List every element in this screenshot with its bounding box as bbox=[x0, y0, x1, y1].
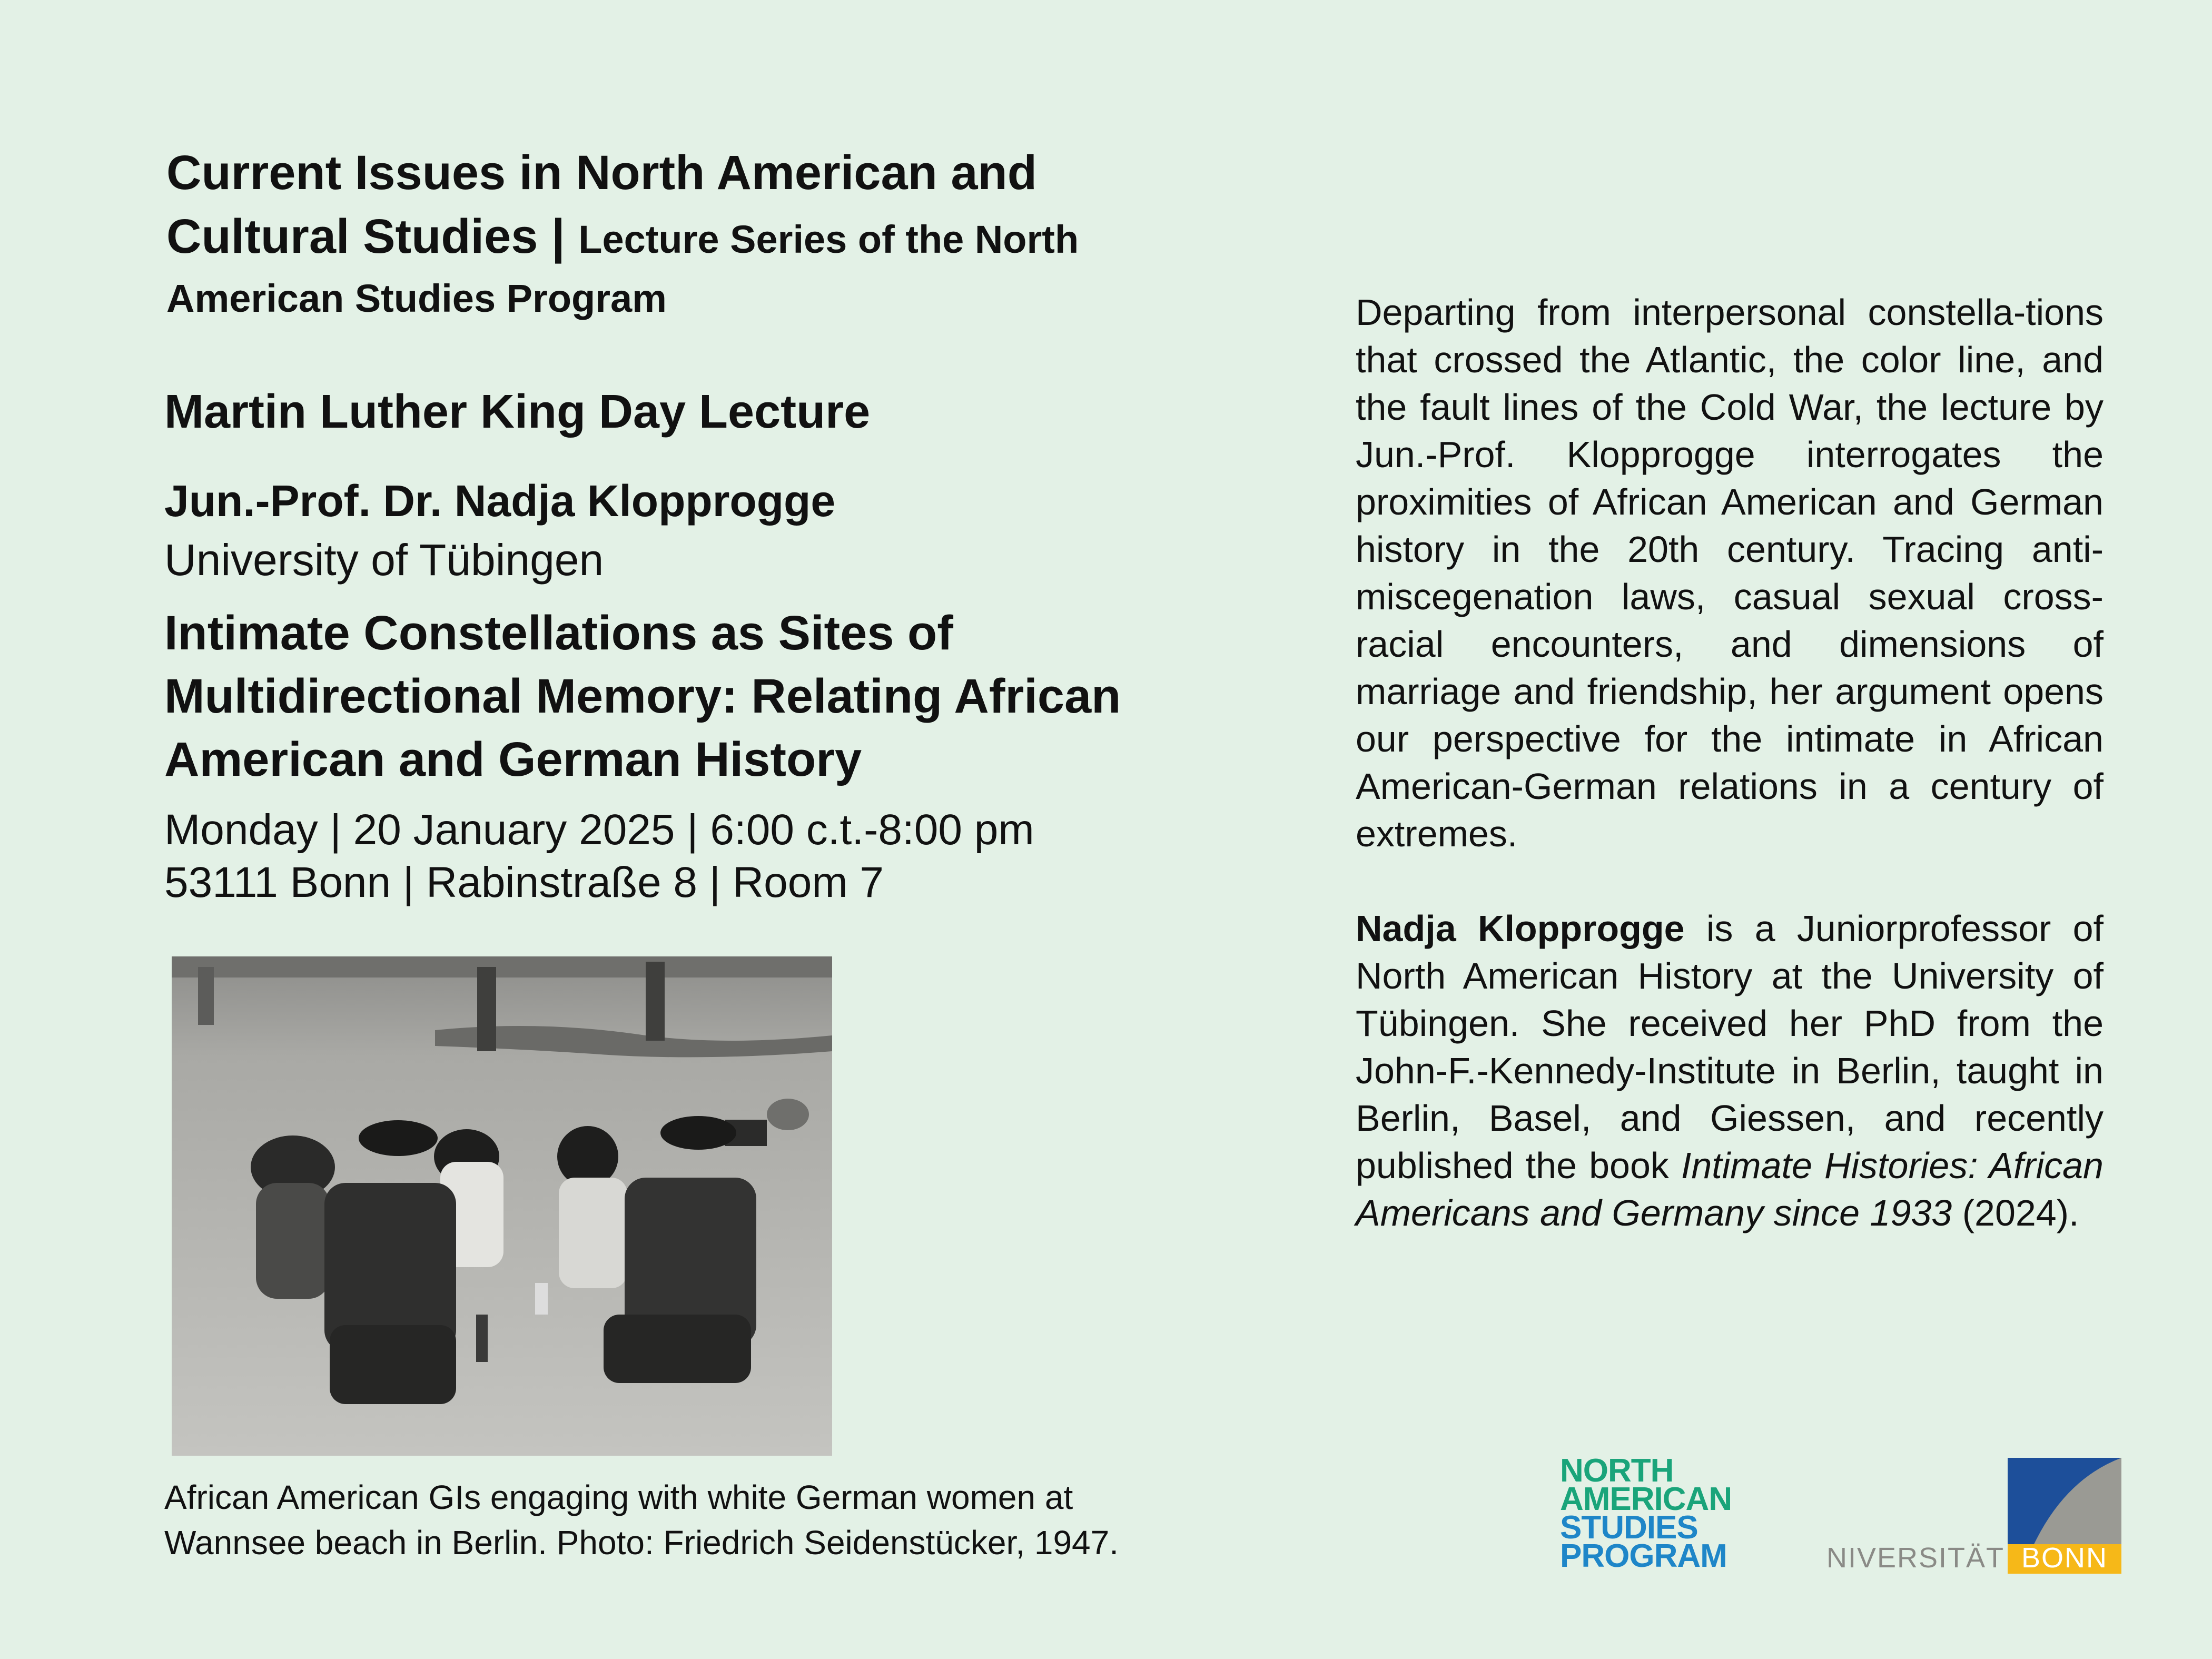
beach-photo bbox=[172, 956, 832, 1456]
talk-title-line: American and German History bbox=[164, 733, 862, 786]
universitaet-bonn-logo bbox=[1823, 1458, 2121, 1574]
series-title-line2-main: Cultural Studies | bbox=[166, 210, 565, 263]
photo-caption bbox=[164, 1475, 1218, 1565]
series-subtitle: Lecture Series of the North bbox=[578, 218, 1079, 261]
bonn-logo-mark bbox=[1823, 1458, 2121, 1574]
beach-photo-graphic bbox=[172, 956, 832, 1456]
bio-text: is a Juniorprofessor of North American History at the University of Tübingen. She received her PhD from the John-F.-Kennedy-Institute in Berlin, taught in Berlin, Basel, and Giessen, and recently published the book bbox=[1356, 908, 2104, 1186]
nasp-logo-line: PROGRAM bbox=[1560, 1538, 1727, 1574]
bonn-logo-box-text: BONN bbox=[2021, 1542, 2108, 1574]
north-american-studies-program-logo bbox=[1560, 1453, 1732, 1574]
series-title bbox=[166, 141, 1220, 326]
talk-title-line: Intimate Constellations as Sites of bbox=[164, 606, 953, 660]
talk-title bbox=[164, 601, 1270, 791]
nasp-logo-line: AMERICAN bbox=[1560, 1481, 1732, 1517]
event-type-heading: Martin Luther King Day Lecture bbox=[164, 386, 871, 438]
event-datetime: Monday | 20 January 2025 | 6:00 c.t.-8:00 pm bbox=[164, 806, 1034, 854]
nasp-logo-line: NORTH bbox=[1560, 1453, 1674, 1489]
series-title-line2 bbox=[166, 205, 1220, 271]
speaker-bio bbox=[1356, 905, 2104, 1237]
bio-name: Nadja Klopprogge bbox=[1356, 908, 1685, 949]
series-subtitle-line3: American Studies Program bbox=[166, 276, 667, 320]
bonn-logo-text: UNIVERSITÄT bbox=[1823, 1542, 2004, 1574]
photo-caption-line: African American GIs engaging with white German women at bbox=[164, 1478, 1073, 1516]
bio-text-end: (2024). bbox=[1952, 1192, 2079, 1233]
event-venue: 53111 Bonn | Rabinstraße 8 | Room 7 bbox=[164, 858, 884, 906]
nasp-logo-line: STUDIES bbox=[1560, 1509, 1698, 1546]
lecture-abstract: Departing from interpersonal constella-tions that crossed the Atlantic, the color line, and the fault lines of the Cold War, the lecture by Jun.-Prof. Klopprogge interrogates the proximities of African American and German history in the 20th century. Tracing anti-miscegenation laws, casual sexual cross-racial encounters, and dimensions of marriage and friendship, her argument opens our perspective for the intimate in African American-German relations in a century of extremes. bbox=[1356, 292, 2104, 854]
talk-title-line: Multidirectional Memory: Relating African bbox=[164, 669, 1121, 723]
series-title-line1: Current Issues in North American and bbox=[166, 146, 1037, 200]
bio-book-title: Intimate Histories: African Americans and Germany since 1933 bbox=[1356, 1145, 2104, 1233]
speaker-name: Jun.-Prof. Dr. Nadja Klopprogge bbox=[164, 476, 836, 526]
photo-caption-line: Wannsee beach in Berlin. Photo: Friedrich Seidenstücker, 1947. bbox=[164, 1524, 1119, 1562]
speaker-affiliation: University of Tübingen bbox=[164, 535, 604, 585]
